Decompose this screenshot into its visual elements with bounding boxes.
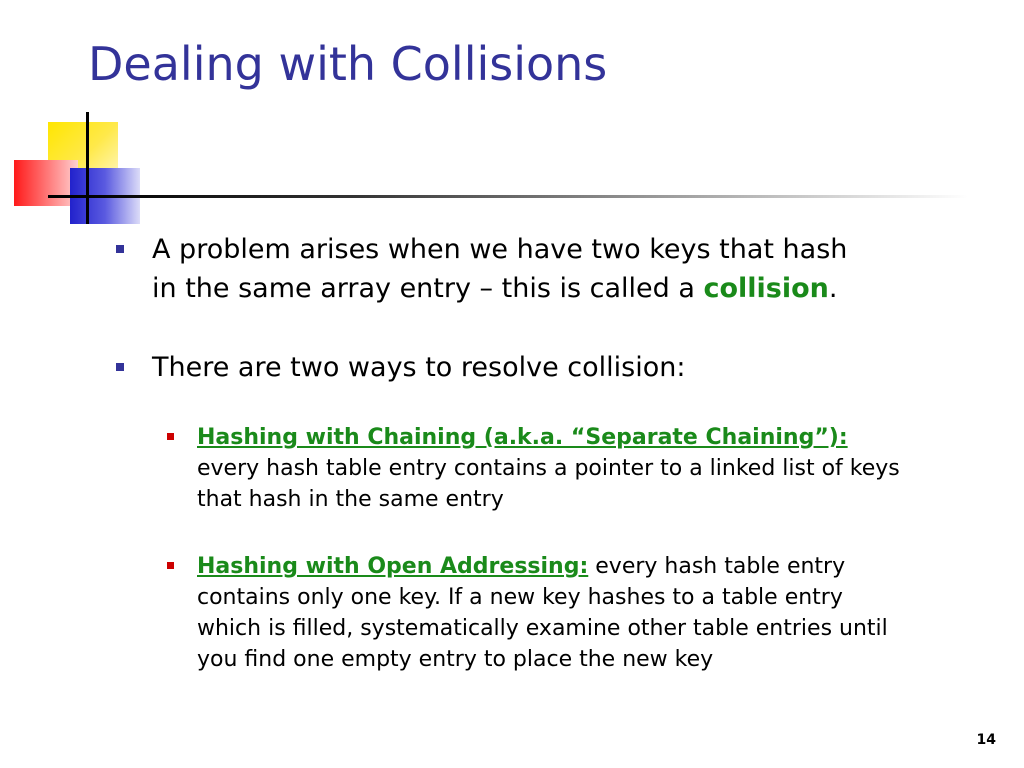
bullet-text-end: .: [828, 273, 838, 304]
sub-bullet-item: [197, 422, 907, 515]
sub-bullet-text: every hash table entry contains a pointer to a linked list of keys that hash in the same entry: [197, 456, 900, 512]
bullet-text: There are two ways to resolve collision:: [152, 352, 686, 383]
sub-bullet-item: [197, 551, 907, 675]
square-sub-bullet-icon: [167, 562, 174, 569]
sub-bullet-text: every hash table entry contains only one key. If a new key hashes to a table entry which is filled, systematically examine other table entries until you find one empty entry to place the new key: [197, 554, 888, 672]
slide-title: Dealing with Collisions: [88, 37, 608, 91]
bullet-text: A problem arises when we have two keys that hash in the same array entry – this is called a: [152, 234, 848, 304]
square-bullet-icon: [116, 245, 124, 253]
keyword-open-addressing: Hashing with Open Addressing:: [197, 554, 589, 579]
square-bullet-icon: [116, 363, 124, 371]
square-sub-bullet-icon: [167, 433, 174, 440]
keyword-collision: collision: [703, 273, 829, 304]
bullet-item: [152, 230, 872, 308]
keyword-hashing-with-chaining: Hashing with Chaining (a.k.a. “Separate Chaining”):: [197, 425, 848, 450]
page-number: 14: [976, 732, 996, 748]
bullet-item: [152, 348, 872, 387]
